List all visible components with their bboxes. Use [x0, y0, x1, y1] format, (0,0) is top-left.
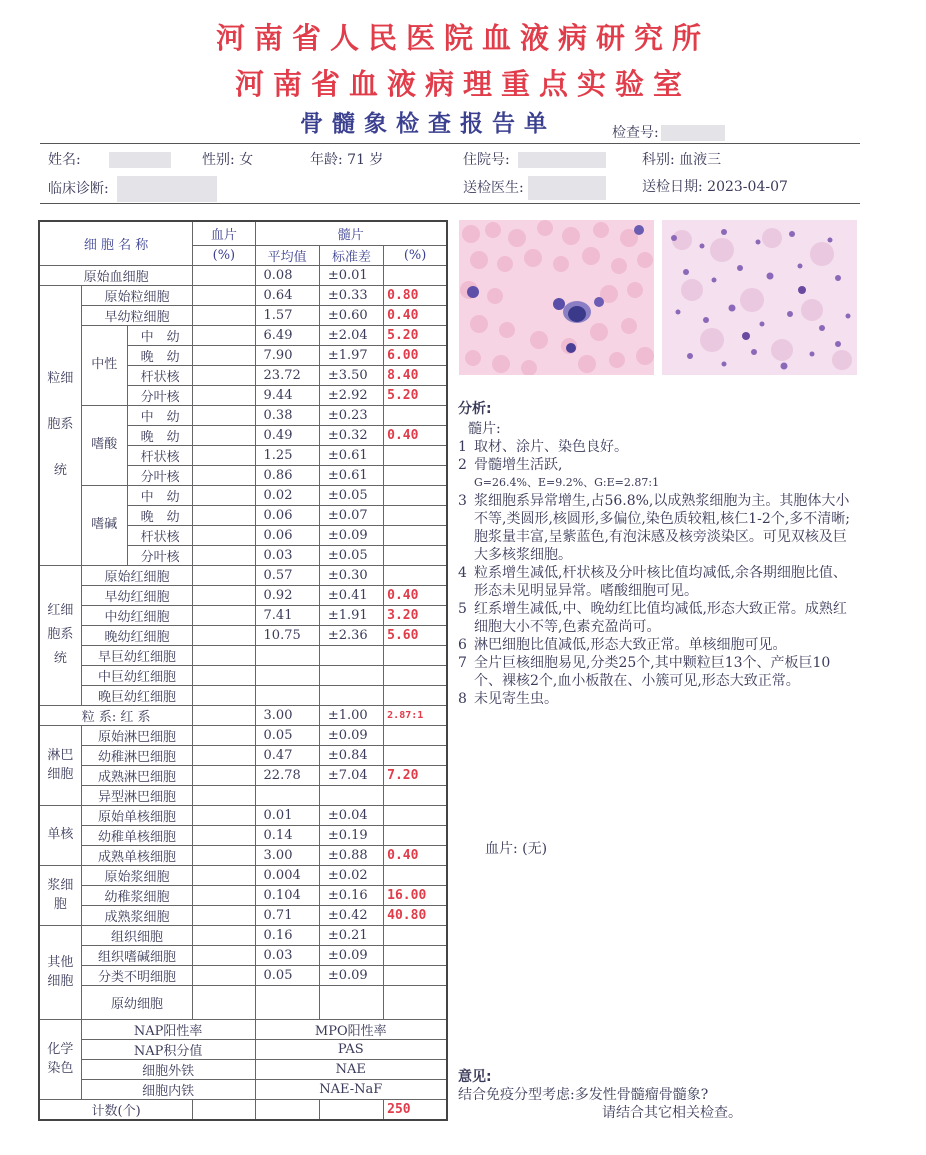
table-row: 浆细胞 原始浆细胞 0.004 ±0.02: [39, 865, 447, 885]
group-lymphocyte: 淋巴细胞: [39, 725, 81, 805]
department: 科别: 血液三: [642, 152, 722, 168]
table-row: 中幼红细胞 7.41 ±1.91 3.20: [39, 605, 447, 625]
micrograph-low-power: [662, 220, 857, 375]
submission-date: 送检日期: 2023-04-07: [642, 179, 788, 195]
divider: [40, 203, 860, 204]
report-title: 骨髓象检查报告单: [300, 111, 556, 137]
cyto-row: 细胞外铁 NAE: [39, 1059, 447, 1079]
analysis-item: 7 全片巨核细胞易见,分类25个,其中颗粒巨13个、产板巨10个、裸核2个,血小板散在、小簇可见,形态大致正常。: [458, 655, 831, 689]
table-row: 晚巨幼红细胞: [39, 685, 447, 705]
cell-count-table: [38, 220, 448, 1121]
redacted-block: [528, 176, 606, 200]
table-row: 早幼粒细胞 1.57 ±0.60 0.40: [39, 305, 447, 325]
analysis-title: 分析:: [458, 401, 492, 417]
table-row: 成熟单核细胞 3.00 ±0.88 0.40: [39, 845, 447, 865]
table-row: 分叶核 9.44 ±2.92 5.20: [39, 385, 447, 405]
group-eosinophil: 嗜酸: [81, 405, 127, 485]
table-row: 粒细胞系统 原始粒细胞 0.64 ±0.33 0.80: [39, 285, 447, 305]
patient-age: 年龄: 71 岁: [310, 152, 384, 168]
header-mean: 平均值: [255, 245, 319, 265]
header-blood: 血片: [193, 221, 255, 245]
analysis-item: 2 骨髓增生活跃,: [458, 457, 563, 473]
patient-name: 姓名:: [48, 149, 171, 169]
group-erythroid: 红细胞系统: [39, 565, 81, 705]
table-row: 原始血细胞 0.08 ±0.01: [39, 265, 447, 285]
analysis-ratio: G=26.4%、E=9.2%、G:E=2.87:1: [474, 476, 660, 489]
table-row: 晚 幼 0.49 ±0.32 0.40: [39, 425, 447, 445]
table-row: 分类不明细胞 0.05 ±0.09: [39, 965, 447, 985]
blood-smear-note: 血片: (无): [485, 841, 548, 857]
lab-title: 河南省血液病理重点实验室: [234, 67, 691, 101]
opinion-title: 意见:: [458, 1069, 492, 1085]
table-row: 红细胞系统 原始红细胞 0.57 ±0.30: [39, 565, 447, 585]
analysis-item: 8 未见寄生虫。: [458, 691, 558, 707]
group-neutrophil: 中性: [81, 325, 127, 405]
group-plasma: 浆细胞: [39, 865, 81, 925]
count-row: [39, 1099, 447, 1120]
header-marrow: 髓片: [255, 221, 447, 245]
group-monocyte: 单核: [39, 805, 81, 865]
analysis-subtitle: 髓片:: [468, 421, 501, 437]
analysis-item: 3 浆细胞系异常增生,占56.8%,以成熟浆细胞为主。其胞体大小不等,类圆形,核圆形,多偏位,染色质较粗,核仁1-2个,多不清晰;胞浆量丰富,呈紫蓝色,有泡沫感及核旁淡染区。可见双核及巨大多核浆细胞。: [458, 493, 850, 563]
redacted-block: [661, 125, 725, 141]
table-row: 中巨幼红细胞: [39, 665, 447, 685]
table-row: 中性 中 幼 6.49 ±2.04 5.20: [39, 325, 447, 345]
table-row: 幼稚淋巴细胞 0.47 ±0.84: [39, 745, 447, 765]
count-value: 250: [384, 1099, 447, 1120]
group-basophil: 嗜碱: [81, 485, 127, 565]
table-row: 组织嗜碱细胞 0.03 ±0.09: [39, 945, 447, 965]
table-row: 晚幼红细胞 10.75 ±2.36 5.60: [39, 625, 447, 645]
table-row: 成熟淋巴细胞 22.78 ±7.04 7.20: [39, 765, 447, 785]
table-row: 分叶核 0.86 ±0.61: [39, 465, 447, 485]
divider: [40, 143, 860, 144]
micrograph-high-power: [459, 220, 654, 375]
hospital-title: 河南省人民医院血液病研究所: [215, 21, 710, 55]
table-row: 分叶核 0.03 ±0.05: [39, 545, 447, 565]
table-row: 晚 幼 0.06 ±0.07: [39, 505, 447, 525]
table-row: 粒 系: 红 系 3.00 ±1.00 2.87:1: [39, 705, 447, 725]
header-cell-name: 细 胞 名 称: [39, 221, 193, 265]
table-row: 早幼红细胞 0.92 ±0.41 0.40: [39, 585, 447, 605]
cyto-row: 化学染色 NAP阳性率 MPO阳性率: [39, 1019, 447, 1039]
opinion-line: 请结合其它相关检查。: [602, 1105, 742, 1121]
table-row: 单核 原始单核细胞 0.01 ±0.04: [39, 805, 447, 825]
analysis-item: 5 红系增生减低,中、晚幼红比值均减低,形态大致正常。成熟红细胞大小不等,色素充盈尚可。: [458, 601, 847, 635]
redacted-block: [518, 152, 606, 168]
analysis-item: 6 淋巴细胞比值减低,形态大致正常。单核细胞可见。: [458, 637, 787, 653]
table-row: 杆状核 1.25 ±0.61: [39, 445, 447, 465]
opinion-section: [458, 1068, 742, 1122]
table-row: 早巨幼红细胞: [39, 645, 447, 665]
analysis-item: 4 粒系增生减低,杆状核及分叶核比值均减低,余各期细胞比值、形态未见明显异常。嗜酸细胞可见。: [458, 565, 847, 599]
header-sd: 标准差: [319, 245, 383, 265]
table-row: 杆状核 0.06 ±0.09: [39, 525, 447, 545]
redacted-block: [109, 152, 171, 168]
table-row: 淋巴细胞 原始淋巴细胞 0.05 ±0.09: [39, 725, 447, 745]
table-row: 晚 幼 7.90 ±1.97 6.00: [39, 345, 447, 365]
table-row: 杆状核 23.72 ±3.50 8.40: [39, 365, 447, 385]
header-pct: (%): [384, 245, 447, 265]
cyto-row: 细胞内铁 NAE-NaF: [39, 1079, 447, 1099]
count-label: 计数(个): [39, 1099, 193, 1120]
inpatient-number: 住院号:: [463, 149, 606, 169]
cyto-row: NAP积分值 PAS: [39, 1039, 447, 1059]
patient-sex: 性别: 女: [202, 152, 254, 168]
analysis-item: 1 取材、涂片、染色良好。: [458, 439, 628, 455]
clinical-diagnosis: 临床诊断:: [48, 176, 217, 202]
referring-doctor: 送检医生:: [463, 176, 606, 200]
group-granulocyte: 粒细胞系统: [39, 285, 81, 565]
table-row: 幼稚单核细胞 0.14 ±0.19: [39, 825, 447, 845]
redacted-block: [117, 176, 217, 202]
table-row: 原幼细胞: [39, 985, 447, 1019]
table-row: 其他细胞 组织细胞 0.16 ±0.21: [39, 925, 447, 945]
table-row: 成熟浆细胞 0.71 ±0.42 40.80: [39, 905, 447, 925]
analysis-section: [458, 400, 858, 708]
group-cytochemistry: 化学染色: [39, 1019, 81, 1099]
check-number: 检查号:: [612, 122, 725, 142]
opinion-line: 结合免疫分型考虑:多发性骨髓瘤骨髓象?: [458, 1087, 709, 1103]
table-row: 幼稚浆细胞 0.104 ±0.16 16.00: [39, 885, 447, 905]
table-row: 异型淋巴细胞: [39, 785, 447, 805]
header-blood-unit: (%): [193, 245, 255, 265]
group-other: 其他细胞: [39, 925, 81, 1019]
table-row: 嗜碱 中 幼 0.02 ±0.05: [39, 485, 447, 505]
table-row: 嗜酸 中 幼 0.38 ±0.23: [39, 405, 447, 425]
